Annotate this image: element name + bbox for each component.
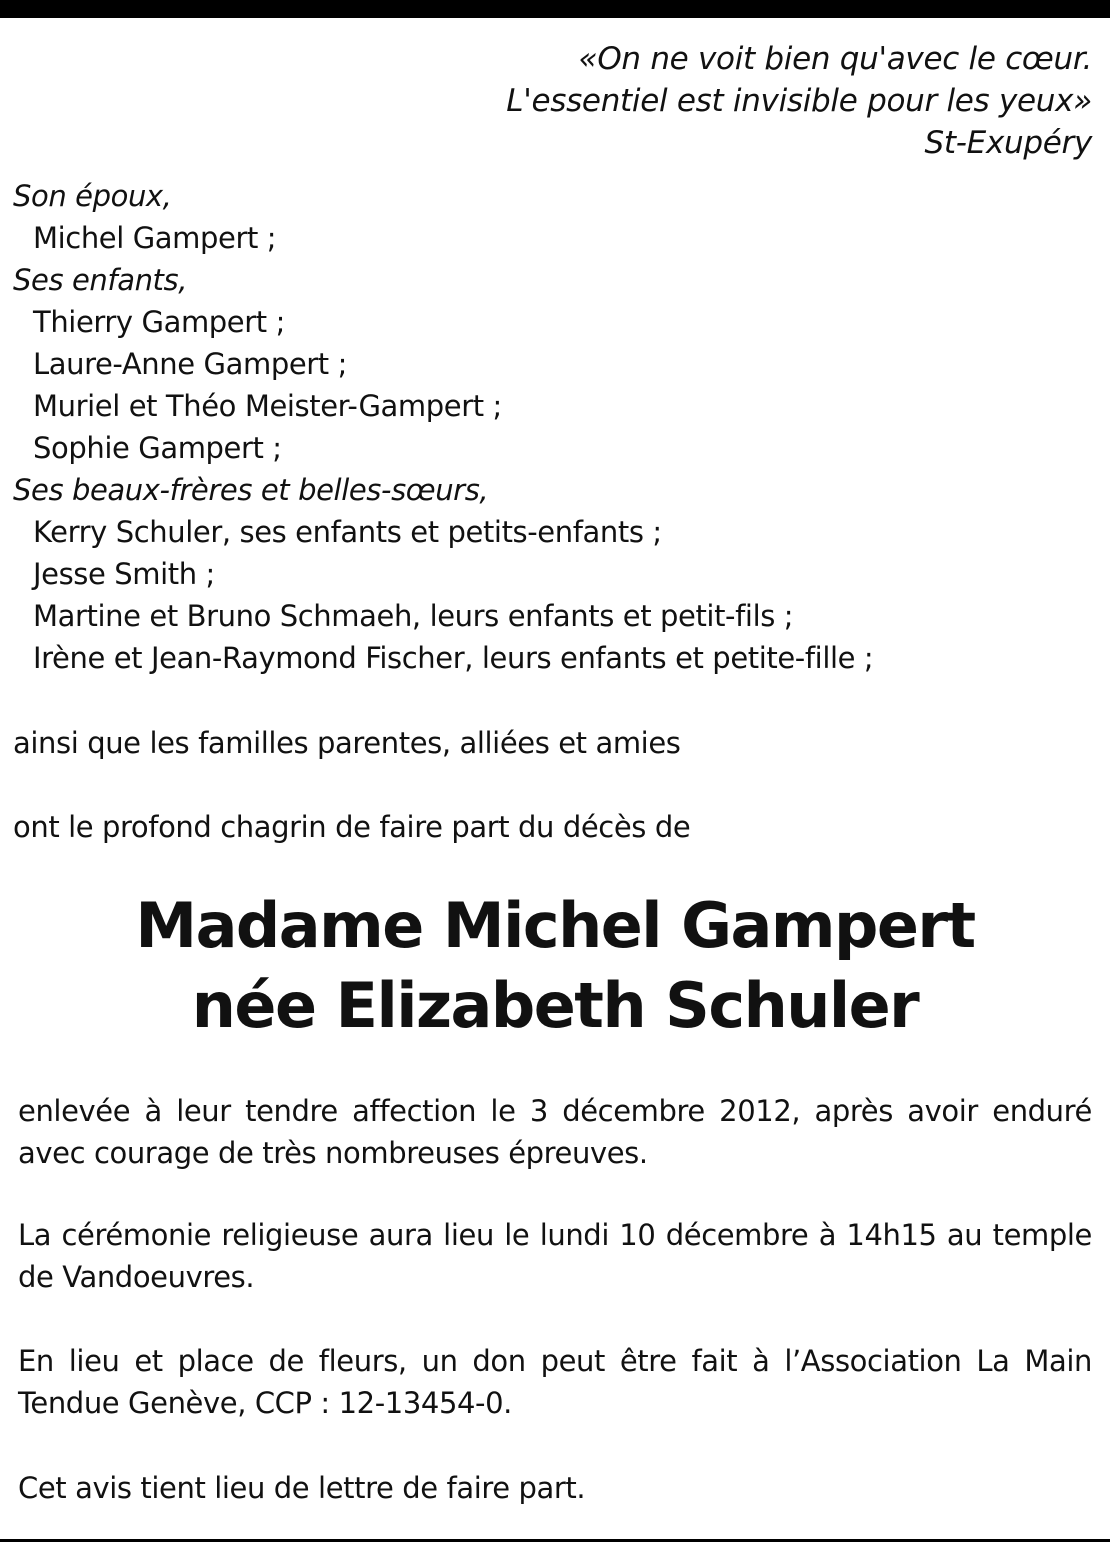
deceased-name: Madame Michel Gampert: [135, 889, 975, 962]
family-member: Kerry Schuler, ses enfants et petits-enfants ;: [33, 515, 662, 549]
donation-paragraph: En lieu et place de fleurs, un don peut être fait à l’Association La Main Tendue Genève, CCP : 12-13454-0.: [18, 1344, 1092, 1420]
family-member: Martine et Bruno Schmaeh, leurs enfants et petit-fils ;: [33, 599, 794, 633]
bottom-rule: [0, 1539, 1110, 1542]
spouse-label: Son époux,: [13, 179, 172, 213]
death-paragraph: enlevée à leur tendre affection le 3 décembre 2012, après avoir enduré avec courage de très nombreuses épreuves.: [18, 1094, 1092, 1170]
extended-family-line: ainsi que les familles parentes, alliées et amies: [13, 726, 681, 760]
top-rule: [0, 0, 1110, 18]
ceremony-paragraph: La cérémonie religieuse aura lieu le lundi 10 décembre à 14h15 au temple de Vandoeuvres.: [18, 1218, 1092, 1294]
family-member: Muriel et Théo Meister-Gampert ;: [33, 389, 502, 423]
family-member: Thierry Gampert ;: [33, 305, 285, 339]
family-member: Michel Gampert ;: [33, 221, 277, 255]
children-label: Ses enfants,: [13, 263, 188, 297]
family-list: [13, 175, 873, 679]
quote-line-1: «On ne voit bien qu'avec le cœur.: [578, 41, 1092, 77]
notice-paragraph: Cet avis tient lieu de lettre de faire part.: [18, 1471, 586, 1505]
deceased-birth-name: née Elizabeth Schuler: [191, 969, 919, 1042]
epigraph-quote: [506, 38, 1092, 164]
family-member: Sophie Gampert ;: [33, 431, 282, 465]
quote-author: St-Exupéry: [924, 125, 1092, 161]
quote-line-2: L'essentiel est invisible pour les yeux»: [506, 83, 1092, 119]
deceased-name-block: [0, 886, 1110, 1046]
family-member: Irène et Jean-Raymond Fischer, leurs enfants et petite-fille ;: [33, 641, 874, 675]
family-member: Jesse Smith ;: [33, 557, 215, 591]
family-member: Laure-Anne Gampert ;: [33, 347, 347, 381]
inlaws-label: Ses beaux-frères et belles-sœurs,: [13, 473, 489, 507]
announcement-line: ont le profond chagrin de faire part du décès de: [13, 810, 691, 844]
